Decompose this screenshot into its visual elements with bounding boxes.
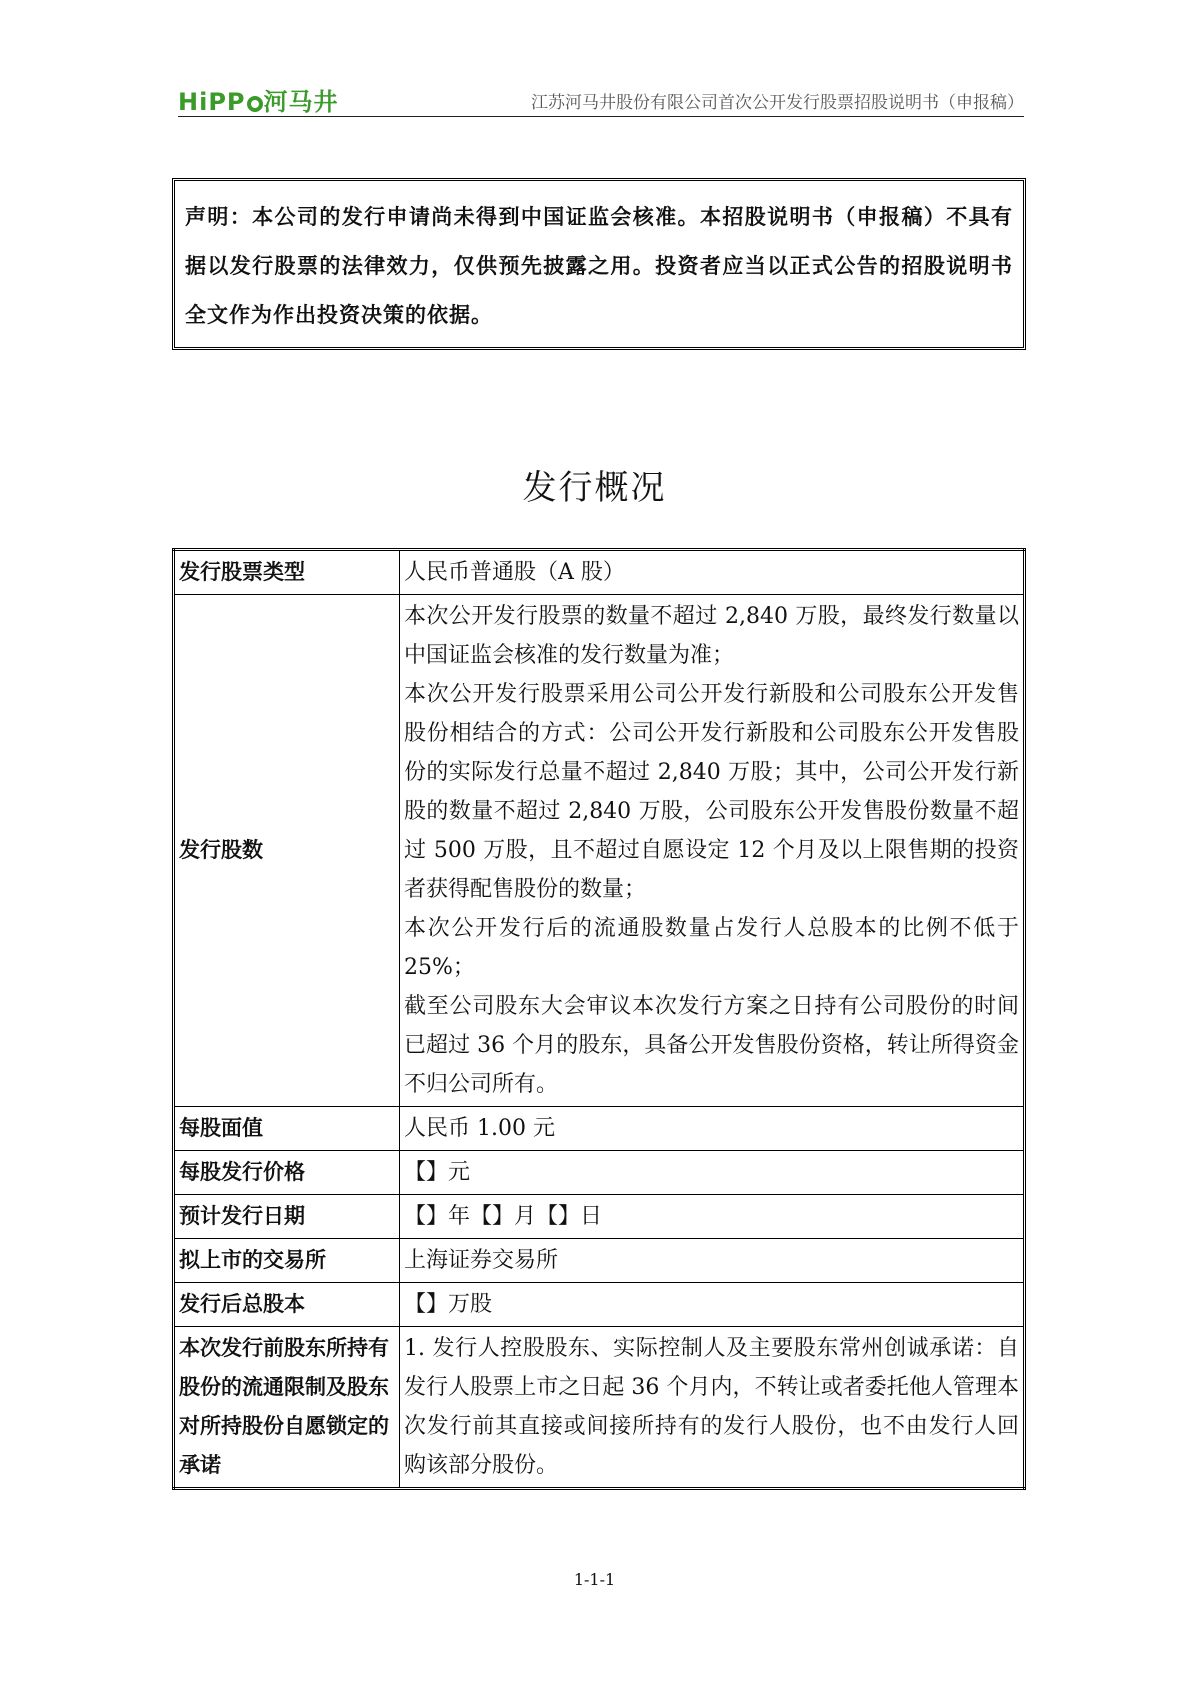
page-header [178, 78, 1024, 117]
table-row [174, 1283, 1025, 1327]
disclaimer-text: 声明：本公司的发行申请尚未得到中国证监会核准。本招股说明书（申报稿）不具有据以发行股票的法律效力，仅供预先披露之用。投资者应当以正式公告的招股说明书全文作为作出投资决策的依据。 [185, 205, 1013, 327]
row-label: 每股发行价格 [174, 1151, 400, 1195]
value-paragraph: 本次公开发行股票的数量不超过 2,840 万股，最终发行数量以中国证监会核准的发行数量为准； [404, 604, 1019, 668]
table-row [174, 1107, 1025, 1151]
value-paragraph: 【】年【】月【】日 [404, 1204, 603, 1229]
logo-ring-icon [247, 96, 263, 112]
row-label: 本次发行前股东所持有股份的流通限制及股东对所持股份自愿锁定的承诺 [174, 1327, 400, 1489]
row-label: 每股面值 [174, 1107, 400, 1151]
value-paragraph: 人民币 1.00 元 [404, 1116, 555, 1141]
logo-latin: HiPP [178, 88, 246, 116]
row-value [400, 1327, 1025, 1489]
value-paragraph: 人民币普通股（A 股） [404, 560, 625, 585]
value-paragraph: 1. 发行人控股股东、实际控制人及主要股东常州创诚承诺：自发行人股票上市之日起 36 个月内，不转让或者委托他人管理本次发行前其直接或间接所持有的发行人股份，也不由发行人回购该部分股份。 [404, 1336, 1019, 1478]
row-label: 发行后总股本 [174, 1283, 400, 1327]
table-row [174, 550, 1025, 595]
value-paragraph: 【】元 [404, 1160, 471, 1185]
row-value [400, 1107, 1025, 1151]
value-paragraph: 上海证券交易所 [404, 1248, 559, 1273]
table-row [174, 1151, 1025, 1195]
document-title: 江苏河马井股份有限公司首次公开发行股票招股说明书（申报稿） [531, 93, 1024, 113]
page-number: 1-1-1 [573, 1570, 616, 1589]
disclaimer-box [172, 178, 1026, 350]
row-label: 预计发行日期 [174, 1195, 400, 1239]
row-label: 发行股数 [174, 595, 400, 1107]
value-paragraph: 【】万股 [404, 1292, 493, 1317]
table-row [174, 1239, 1025, 1283]
section-title: 发行概况 [522, 468, 667, 508]
value-paragraph: 本次公开发行后的流通股数量占发行人总股本的比例不低于 25%； [404, 916, 1019, 980]
company-logo [178, 82, 339, 117]
row-value [400, 1195, 1025, 1239]
logo-chinese: 河马井 [263, 88, 339, 116]
row-label: 发行股票类型 [174, 550, 400, 595]
row-value [400, 550, 1025, 595]
table-row [174, 595, 1025, 1107]
row-value [400, 1151, 1025, 1195]
row-value [400, 1283, 1025, 1327]
table-row [174, 1327, 1025, 1489]
row-label: 拟上市的交易所 [174, 1239, 400, 1283]
row-value [400, 595, 1025, 1107]
table-row [174, 1195, 1025, 1239]
issuance-overview-table [172, 548, 1026, 1490]
value-paragraph: 本次公开发行股票采用公司公开发行新股和公司股东公开发售股份相结合的方式：公司公开发行新股和公司股东公开发售股份的实际发行总量不超过 2,840 万股；其中，公司公开发行新股的数量不超过 2,840 万股，公司股东公开发售股份数量不超过 500 万股，且不超过自愿设定 12 个月及以上限售期的投资者获得配售股份的数量； [404, 682, 1019, 902]
value-paragraph: 截至公司股东大会审议本次发行方案之日持有公司股份的时间已超过 36 个月的股东，具备公开发售股份资格，转让所得资金不归公司所有。 [404, 994, 1019, 1097]
row-value [400, 1239, 1025, 1283]
